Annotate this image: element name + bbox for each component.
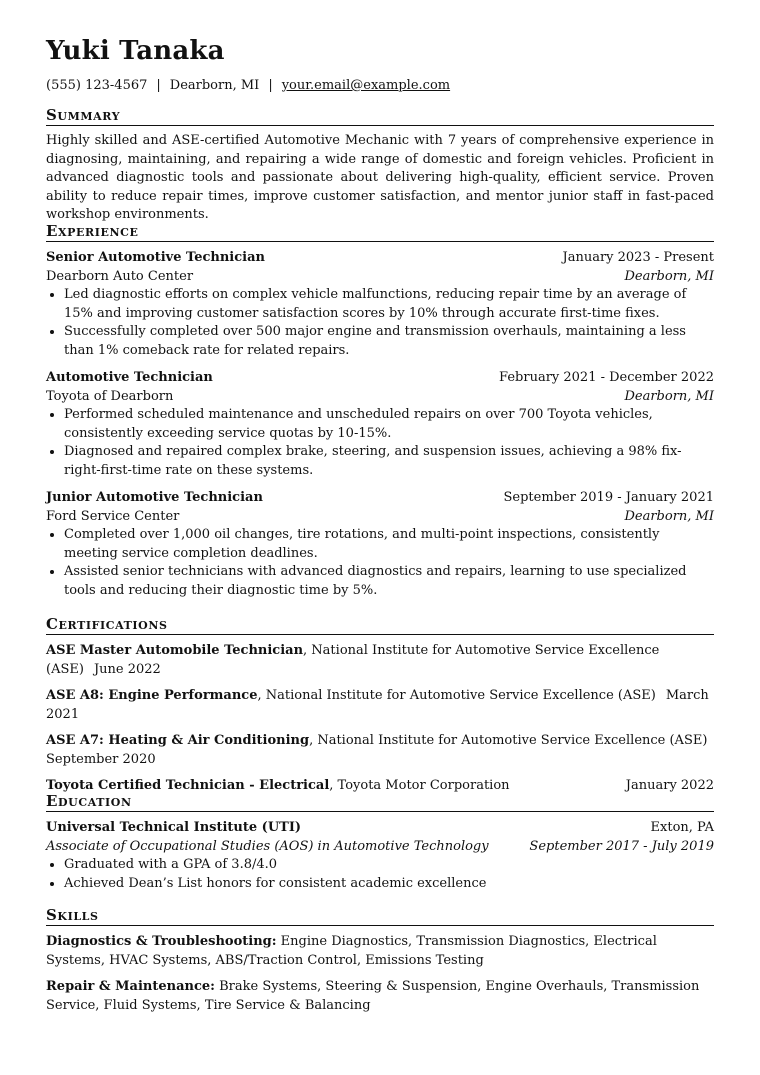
education-dates: September 2017 - July 2019 <box>529 839 714 854</box>
list-item: • Diagnosed and repaired complex brake, steering, and suspension issues, achieving a 98% fix-right-first-time rate on these systems. <box>64 443 714 480</box>
certification-entry <box>46 686 714 724</box>
school-location: Exton, PA <box>650 820 714 835</box>
summary-text: Highly skilled and ASE-certified Automotive Mechanic with 7 years of comprehensive experience in diagnosing, maintaining, and repairing a wide range of domestic and foreign vehicles. Proficient in advanced diagnostic tools and passionate about delivering high-quality, efficient service. Proven ability to reduce repair times, improve customer satisfaction, and mentor junior staff in fast-paced workshop environments. <box>46 133 714 222</box>
cert-date: March 2021 <box>46 688 709 722</box>
skill-group <box>46 977 714 1015</box>
list-item: • Achieved Dean’s List honors for consistent academic excellence <box>64 875 714 894</box>
section-title: Skills <box>46 906 714 926</box>
section-title: Experience <box>46 222 714 242</box>
section-title: Certifications <box>46 615 714 635</box>
job-dates: February 2021 - December 2022 <box>499 370 714 385</box>
skill-label: Diagnostics & Troubleshooting: <box>46 934 277 949</box>
list-item: • Graduated with a GPA of 3.8/4.0 <box>64 856 714 875</box>
degree: Associate of Occupational Studies (AOS) in Automotive Technology <box>46 839 489 854</box>
list-item: • Successfully completed over 500 major engine and transmission overhauls, maintaining a less than 1% comeback rate for related repairs. <box>64 323 714 360</box>
certifications-section <box>46 615 714 802</box>
job-entry <box>46 488 714 600</box>
summary-section <box>46 106 714 225</box>
job-company: Dearborn Auto Center <box>46 269 194 284</box>
list-item: • Performed scheduled maintenance and unscheduled repairs on over 700 Toyota vehicles, consistently exceeding service quotas by 10-15%. <box>64 406 714 443</box>
separator: | <box>268 78 273 93</box>
skills-section <box>46 906 714 1022</box>
job-location: Dearborn, MI <box>624 389 714 404</box>
job-bullets <box>46 406 714 480</box>
education-bullets <box>46 856 714 893</box>
cert-issuer: , National Institute for Automotive Service Excellence (ASE) <box>257 688 656 703</box>
job-bullets <box>46 286 714 360</box>
job-dates: September 2019 - January 2021 <box>503 490 714 505</box>
certification-entry <box>46 731 714 769</box>
job-location: Dearborn, MI <box>624 509 714 524</box>
job-location: Dearborn, MI <box>624 269 714 284</box>
experience-section <box>46 222 714 608</box>
skill-list: Brake Systems, Steering & Suspension, Engine Overhauls, Transmission Service, Fluid Systems, Tire Service & Balancing <box>46 979 700 1013</box>
list-item: • Led diagnostic efforts on complex vehicle malfunctions, reducing repair time by an average of 15% and improving customer satisfaction scores by 10% through accurate first-time fixes. <box>64 286 714 323</box>
location: Dearborn, MI <box>169 78 260 93</box>
cert-name: ASE Master Automobile Technician <box>46 643 304 658</box>
list-item: • Assisted senior technicians with advanced diagnostics and repairs, learning to use specialized tools and reducing their diagnostic time by 5%. <box>64 563 714 600</box>
cert-date: September 2020 <box>46 752 156 767</box>
job-company: Toyota of Dearborn <box>46 389 174 404</box>
section-title: Summary <box>46 106 714 126</box>
education-section <box>46 792 714 893</box>
section-title: Education <box>46 792 714 812</box>
separator: | <box>156 78 161 93</box>
phone: (555) 123-4567 <box>46 78 148 93</box>
skill-label: Repair & Maintenance: <box>46 979 215 994</box>
email-link[interactable]: your.email@example.com <box>281 78 451 93</box>
cert-name: Toyota Certified Technician - Electrical <box>46 778 330 793</box>
cert-issuer: , Toyota Motor Corporation <box>329 778 510 793</box>
job-bullets <box>46 526 714 600</box>
skill-group <box>46 932 714 970</box>
cert-name: ASE A8: Engine Performance <box>46 688 258 703</box>
skill-list: Engine Diagnostics, Transmission Diagnostics, Electrical Systems, HVAC Systems, ABS/Traction Control, Emissions Testing <box>46 934 657 968</box>
cert-date: June 2022 <box>93 662 161 677</box>
job-entry <box>46 368 714 480</box>
job-entry <box>46 248 714 360</box>
certification-entry <box>46 641 714 679</box>
job-role: Senior Automotive Technician <box>46 250 265 265</box>
job-dates: January 2023 - Present <box>562 250 714 265</box>
job-company: Ford Service Center <box>46 509 180 524</box>
cert-issuer: , National Institute for Automotive Service Excellence (ASE) <box>46 643 660 677</box>
list-item: • Completed over 1,000 oil changes, tire rotations, and multi-point inspections, consistently meeting service completion deadlines. <box>64 526 714 563</box>
job-role: Junior Automotive Technician <box>46 490 263 505</box>
cert-issuer: , National Institute for Automotive Service Excellence (ASE) <box>309 733 708 748</box>
cert-name: ASE A7: Heating & Air Conditioning <box>46 733 310 748</box>
job-role: Automotive Technician <box>46 370 213 385</box>
school-name: Universal Technical Institute (UTI) <box>46 820 302 835</box>
cert-date: January 2022 <box>625 778 714 793</box>
candidate-name: Yuki Tanaka <box>46 36 225 66</box>
contact-line <box>46 78 450 93</box>
